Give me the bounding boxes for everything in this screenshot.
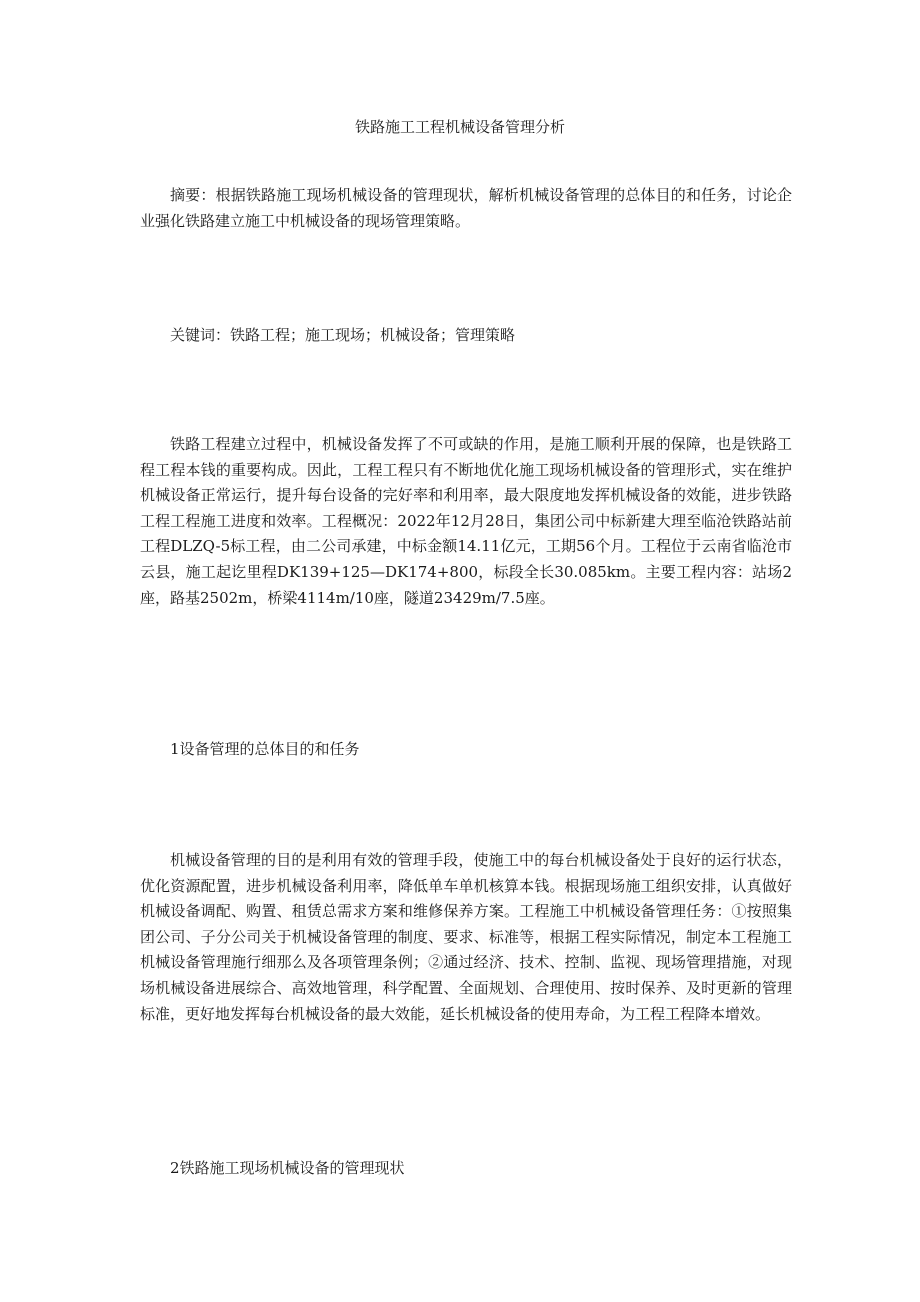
section-1-heading: 1设备管理的总体目的和任务 (170, 740, 360, 758)
section-1-body: 机械设备管理的目的是利用有效的管理手段，使施工中的每台机械设备处于良好的运行状态，优化资源配置，进步机械设备利用率，降低单车单机核算本钱。根据现场施工组织安排，认真做好机械设备调配、购置、租赁总需求方案和维修保养方案。工程施工中机械设备管理任务：①按照集团公司、子分公司关于机械设备管理的制度、要求、标准等，根据工程实际情况，制定本工程施工机械设备管理施行细那么及各项管理条例；②通过经济、技术、控制、监视、现场管理措施，对现场机械设备进展综合、高效地管理，科学配置、全面规划、合理使用、按时保养、及时更新的管理标准，更好地发挥每台机械设备的最大效能，延长机械设备的使用寿命，为工程工程降本增效。 (140, 851, 792, 1023)
abstract-paragraph: 摘要：根据铁路施工现场机械设备的管理现状，解析机械设备管理的总体目的和任务，讨论企业强化铁路建立施工中机械设备的现场管理策略。 (140, 186, 792, 230)
section-2-heading: 2铁路施工现场机械设备的管理现状 (170, 1159, 405, 1177)
intro-paragraph: 铁路工程建立过程中，机械设备发挥了不可或缺的作用，是施工顺利开展的保障，也是铁路工程工程本钱的重要构成。因此，工程工程只有不断地优化施工现场机械设备的管理形式，实在维护机械设备正常运行，提升每台设备的完好率和利用率，最大限度地发挥机械设备的效能，进步铁路工程工程施工进度和效率。工程概况：2022年12月28日，集团公司中标新建大理至临沧铁路站前工程DLZQ-5标工程，由二公司承建，中标金额14.11亿元，工期56个月。工程位于云南省临沧市云县，施工起讫里程DK139+125—DK174+800，标段全长30.085km。主要工程内容：站场2座，路基2502m，桥梁4114m/10座，隧道23429m/7.5座。 (140, 435, 792, 607)
keywords-paragraph: 关键词：铁路工程；施工现场；机械设备；管理策略 (170, 326, 516, 344)
document-title: 铁路施工工程机械设备管理分析 (354, 118, 565, 136)
